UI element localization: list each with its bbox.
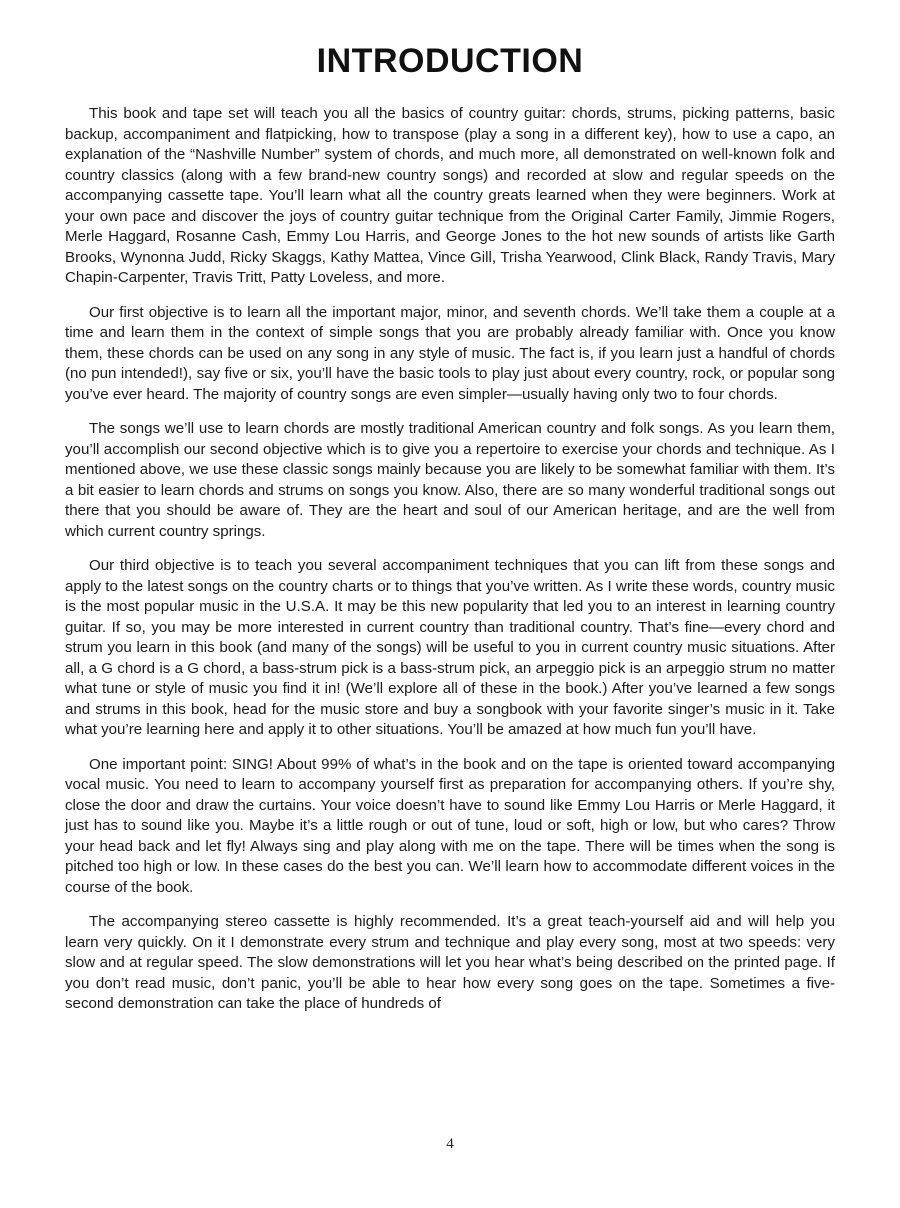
paragraph-third-objective: Our third objective is to teach you several accompaniment techniques that you can lift from these songs and apply to the latest songs on the country charts or to things that you’ve written. As I write these words, country music is the most popular music in the U.S.A. It may be this new popularity that led you to an interest in learning country guitar. If so, you may be more interested in current country than traditional country. That’s fine—every chord and strum you learn in this book (and many of the songs) will be useful to you in current country music situations. After all, a G chord is a G chord, a bass-strum pick is a bass-strum pick, an arpeggio pick is an arpeggio strum no matter what tune or style of music you find it in! (We’ll explore all of these in the book.) After you’ve learned a few songs and strums in this book, head for the music store and buy a songbook with your favorite singer’s music in it. Take what you’re learning here and apply it to other situations. You’ll be amazed at how much fun you’ll have. bbox=[65, 557, 835, 738]
paragraph-second-objective: The songs we’ll use to learn chords are mostly traditional American country and folk songs. As you learn them, you’ll accomplish our second objective which is to give you a repertoire to exercise your chords and technique. As I mentioned above, we use these classic songs mainly because you are likely to be somewhat familiar with them. It’s a bit easier to learn chords and strums on songs you know. Also, there are so many wonderful traditional songs out there that you should be aware of. They are the heart and soul of our American heritage, and are the well from which current country springs. bbox=[65, 420, 835, 540]
paragraph-sing: One important point: SING! About 99% of what’s in the book and on the tape is oriented toward accompanying vocal music. You need to learn to accompany yourself first as preparation for accompanying others. If you’re shy, close the door and draw the curtains. Your voice doesn’t have to sound like Emmy Lou Harris or Merle Haggard, it just has to sound like you. Maybe it’s a little rough or out of tune, loud or soft, high or low, but who cares? Throw your head back and let fly! Always sing and play along with me on the tape. There will be times when the song is pitched too high or low. In these cases do the best you can. We’ll learn how to accommodate different voices in the course of the book. bbox=[65, 755, 835, 896]
paragraph-cassette: The accompanying stereo cassette is highly recommended. It’s a great teach-yourself aid and will help you learn very quickly. On it I demonstrate every strum and technique and play every song, most at two speeds: very slow and at regular speed. The slow demonstrations will let you hear what’s being described on the printed page. If you don’t read music, don’t panic, you’ll be able to hear how every song goes on the tape. Sometimes a five-second demonstration can take the place of hundreds of bbox=[65, 913, 835, 1012]
page-number: 4 bbox=[446, 1136, 454, 1152]
page-title: INTRODUCTION bbox=[316, 42, 584, 80]
paragraph-intro: This book and tape set will teach you all the basics of country guitar: chords, strums, picking patterns, basic backup, accompaniment and flatpicking, how to transpose (play a song in a different key), how to use a capo, an explanation of the “Nashville Number” system of chords, and much more, all demonstrated on well-known folk and country classics (along with a few brand-new country songs) and recorded at slow and regular speeds on the accompanying cassette tape. You’ll learn what all the country greats learned when they were beginners. Work at your own pace and discover the joys of country guitar technique from the Original Carter Family, Jimmie Rogers, Merle Haggard, Rosanne Cash, Emmy Lou Harris, and George Jones to the hot new sounds of artists like Garth Brooks, Wynonna Judd, Ricky Skaggs, Kathy Mattea, Vince Gill, Trisha Yearwood, Clink Black, Randy Travis, Mary Chapin-Carpenter, Travis Tritt, Patty Loveless, and more. bbox=[65, 105, 835, 286]
paragraph-first-objective: Our first objective is to learn all the important major, minor, and seventh chords. We’ll take them a couple at a time and learn them in the context of simple songs that you are probably already familiar with. Once you know them, these chords can be used on any song in any style of music. The fact is, if you learn just a handful of chords (no pun intended!), say five or six, you’ll have the basic tools to play just about every country, rock, or popular song you’ve ever heard. The majority of country songs are even simpler—usually having only two to four chords. bbox=[65, 303, 835, 403]
body-text bbox=[65, 104, 835, 1029]
